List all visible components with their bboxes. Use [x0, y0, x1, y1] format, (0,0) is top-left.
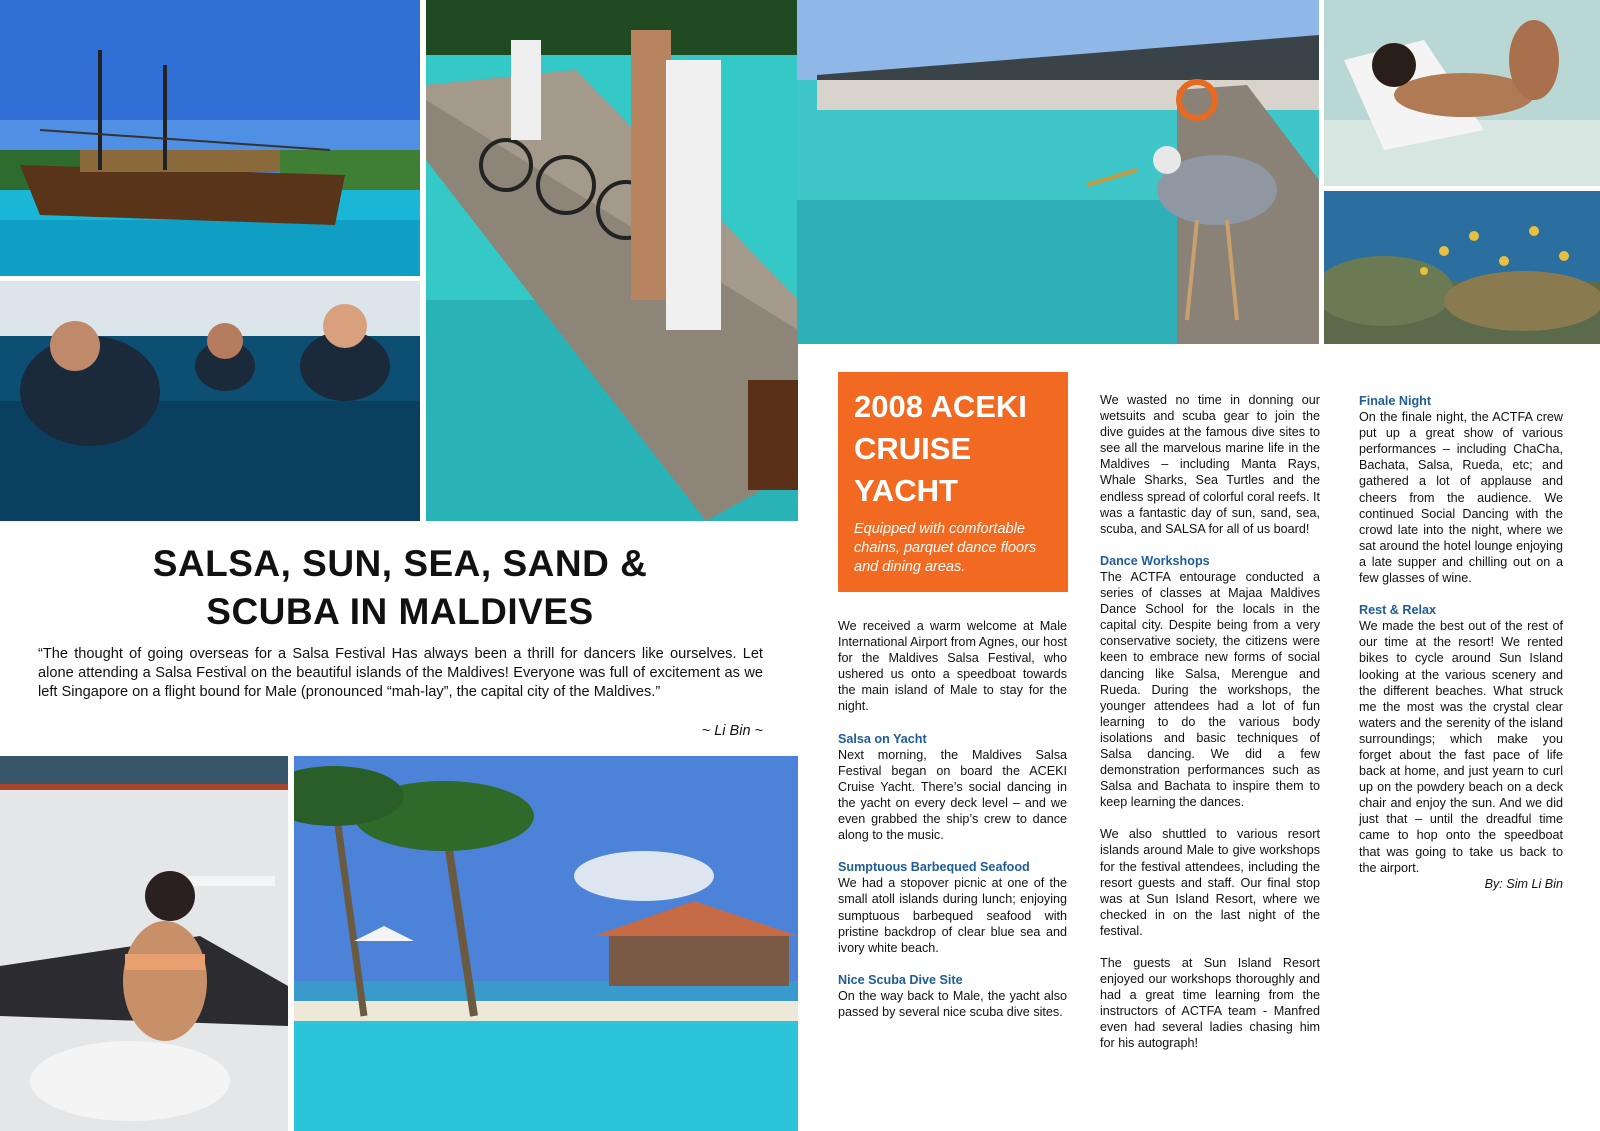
seafood-heading: Sumptuous Barbequed Seafood	[838, 860, 1030, 875]
scuba-divers-photo	[0, 281, 420, 521]
rest-heading: Rest & Relax	[1359, 603, 1436, 618]
salsa-yacht-paragraph: Next morning, the Maldives Salsa Festival began on board the ACEKI Cruise Yacht. There’s social dancing in the yacht on every deck level – and we even grabbed the ship’s crew to dance along to the music.	[838, 747, 1067, 843]
seafood-paragraph: We had a stopover picnic at one of the small atoll islands during lunch; enjoying sumptuous barbequed seafood with pristine backdrop of clear blue sea and ivory white beach.	[838, 876, 1067, 955]
resort-pool-photo	[294, 756, 798, 1131]
author-byline: By: Sim Li Bin	[1484, 876, 1563, 891]
salsa-yacht-heading: Salsa on Yacht	[838, 731, 927, 746]
guests-paragraph: The guests at Sun Island Resort enjoyed our workshops thoroughly and had a great time learning from the instructors of ACTFA team - Manfred even had several ladies chasing him for his autograph!	[1100, 956, 1320, 1051]
workshops-paragraph: The ACTFA entourage conducted a series of classes at Majaa Maldives Dance School for the locals in the capital city. Despite being from a very conservative society, the citizens were keen to embrace new forms of social dancing like Salsa, Merengue and Rueda. During the workshops, the younger attendees had a lot of fun learning to do the various body isolations and basic techniques of Salsa dancing. We did a few demonstration performances such as Salsa and Bachata to inspire them to keep learning the dances.	[1100, 569, 1320, 810]
bicycles-pier-photo	[426, 0, 798, 521]
heron-water-villas-photo	[797, 0, 1319, 344]
yacht-deck-photo	[0, 756, 288, 1131]
intro-author: ~ Li Bin ~	[701, 723, 763, 739]
finale-paragraph: On the finale night, the ACTFA crew put up a great show of various performances – including ChaCha, Bachata, Salsa, Rueda, etc; and gathered a lot of applause and cheers from the audience. We continued Social Dancing with the crowd late into the night, where we sat around the hotel lounge enjoying a late supper and chilling out on a few glasses of wine.	[1359, 410, 1563, 586]
yacht-sidebar-box	[838, 372, 1068, 592]
sidebar-title-line-3: YACHT	[854, 473, 958, 508]
headline-line-2: SCUBA IN MALDIVES	[206, 591, 594, 632]
article-column-3	[1359, 393, 1563, 892]
workshops-heading: Dance Workshops	[1100, 553, 1210, 568]
welcome-paragraph: We received a warm welcome at Male International Airport from Agnes, our host for the Maldives Salsa Festival, who ushered us onto a speedboat towards the main island of Male to stay for the night.	[838, 619, 1067, 714]
sidebar-title-line-2: CRUISE	[854, 431, 972, 466]
yacht-photo	[0, 0, 420, 276]
sidebar-title	[854, 386, 1052, 512]
coral-reef-photo	[1324, 191, 1600, 344]
shuttled-paragraph: We also shuttled to various resort islands around Male to give workshops for the festival attendees, including the resort guests and staff. Our final stop was at Sun Island Resort, where we checked in on the last night of the festival.	[1100, 827, 1320, 938]
scuba-heading: Nice Scuba Dive Site	[838, 972, 963, 987]
headline-line-1: SALSA, SUN, SEA, SAND &	[152, 543, 648, 584]
sidebar-subtitle: Equipped with comfortable chains, parquet dance floors and dining areas.	[854, 521, 1037, 575]
sunbather-photo	[1324, 0, 1600, 186]
wetsuits-paragraph: We wasted no time in donning our wetsuits and scuba gear to join the dive guides at the famous dive sites to see all the marvelous marine life in the Maldives – including Manta Rays, Whale Sharks, Sea Turtles and the endless spread of colorful coral reefs. It was a fantastic day of sun, sand, sea, scuba, and SALSA for all of us board!	[1100, 393, 1320, 536]
article-column-1	[838, 618, 1067, 1020]
rest-paragraph: We made the best out of the rest of our time at the resort! We rented bikes to cycle around Sun Island looking at the various scenery and the different beaches. What struck me the most was the crystal clear waters and the serenity of the island surroundings; which make you forget about the fast pace of life back at home, and just yearn to curl up on the powdery beach on a deck chair and enjoy the sun. And we did just that – until the dreadful time came to hop onto the speedboat that was going to take us back to the airport.	[1359, 619, 1563, 875]
intro-quote: “The thought of going overseas for a Salsa Festival Has always been a thrill for dancers like ourselves. Let alone attending a Salsa Festival on the beautiful islands of the Maldives! Everyone was full of excitement as we left Singapore on a flight bound for Male (pronounced “mah-lay”, the capital city of the Maldives.”	[38, 646, 763, 700]
finale-heading: Finale Night	[1359, 394, 1432, 408]
article-column-2	[1100, 392, 1320, 1052]
sidebar-title-line-1: 2008 ACEKI	[854, 389, 1027, 424]
scuba-paragraph: On the way back to Male, the yacht also passed by several nice scuba dive sites.	[838, 988, 1067, 1019]
article-headline	[60, 540, 740, 636]
